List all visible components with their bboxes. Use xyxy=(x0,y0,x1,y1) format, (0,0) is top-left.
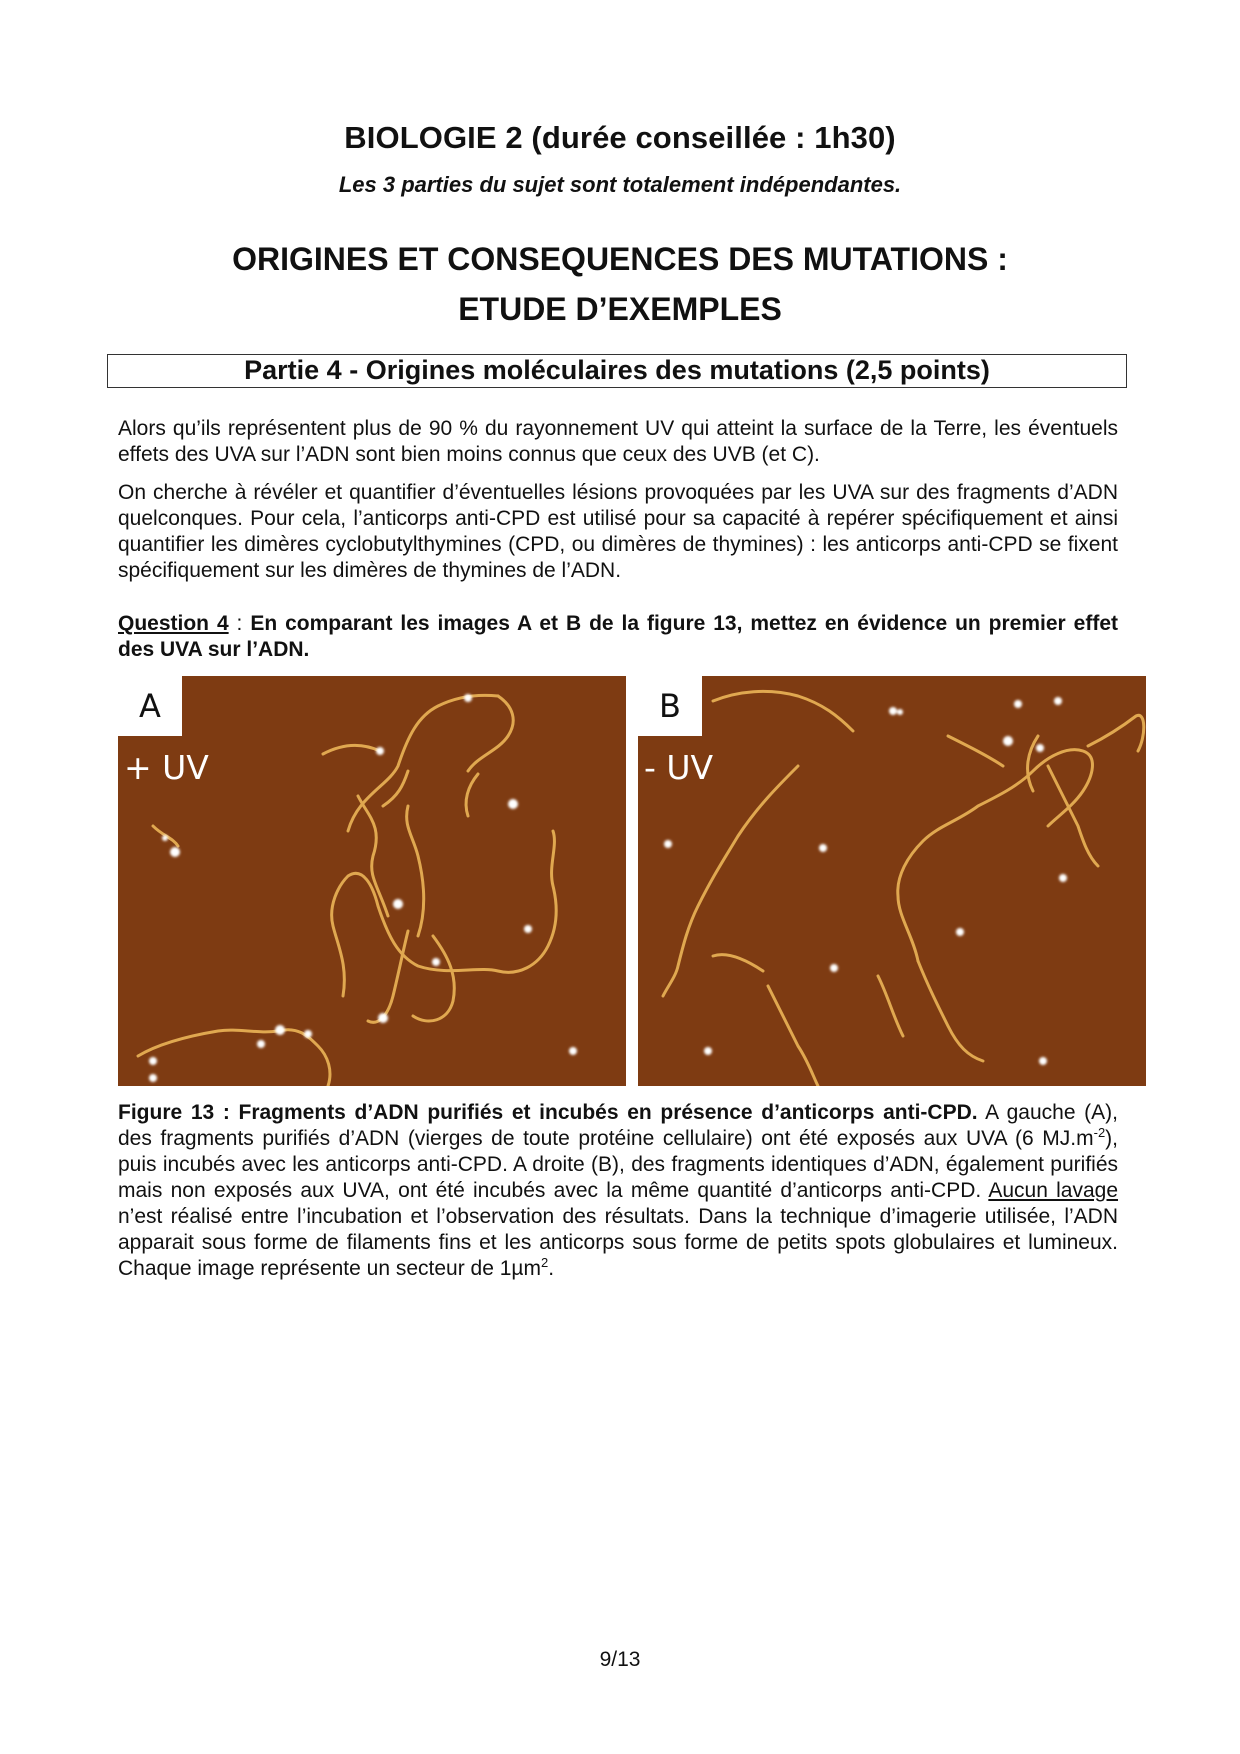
part-heading: Partie 4 - Origines moléculaires des mutations (2,5 points) xyxy=(107,354,1127,388)
caption-sup-1: -2 xyxy=(1093,1125,1106,1140)
panel-a-afm-image xyxy=(118,676,626,1086)
figure-13 xyxy=(118,676,1146,1086)
caption-underlined: Aucun lavage xyxy=(988,1179,1119,1202)
panel-b-letter: B xyxy=(638,676,702,736)
exam-title: BIOLOGIE 2 (durée conseillée : 1h30) xyxy=(344,120,896,155)
panel-a-uv-label: + UV xyxy=(124,748,209,787)
panel-b-image xyxy=(638,676,1146,1086)
panel-a-letter: A xyxy=(118,676,182,736)
question-separator: : xyxy=(228,612,251,635)
page-number: 9/13 xyxy=(599,1648,641,1671)
panel-a-image xyxy=(118,676,626,1086)
panel-b-background xyxy=(638,676,1146,1086)
caption-sup-2: 2 xyxy=(541,1255,549,1270)
main-title xyxy=(0,234,1240,334)
panel-b-afm-image xyxy=(638,676,1146,1086)
caption-text-4: . xyxy=(548,1257,555,1280)
panel-a-background xyxy=(118,676,626,1086)
caption-text-3: n’est réalisé entre l’incubation et l’observation des résultats. Dans la technique d’imagerie utilisée, l’ADN apparait sous forme de filaments fins et les anticorps sous forme de petits spots globulaires et lumineux. Chaque image représente un secteur de 1µm xyxy=(118,1205,1118,1280)
main-title-line-2: ETUDE D’EXEMPLES xyxy=(458,291,782,327)
caption-title: Figure 13 : Fragments d’ADN purifiés et incubés en présence d’anticorps anti-CPD. xyxy=(118,1101,978,1124)
exam-subtitle: Les 3 parties du sujet sont totalement indépendantes. xyxy=(338,172,902,197)
figure-13-caption xyxy=(118,1100,1118,1282)
main-title-line-1: ORIGINES ET CONSEQUENCES DES MUTATIONS : xyxy=(232,241,1008,277)
caption-text-2: ), puis incubés avec les anticorps anti-CPD. A droite (B), des fragments identiques d’ADN, également purifiés mais non exposés aux UVA, ont été incubés avec la même quantité d’anticorps anti-CPD. xyxy=(118,1127,1118,1202)
caption-text-1: A gauche (A), des fragments purifiés d’ADN (vierges de toute protéine cellulaire) ont été exposés aux UVA (6 MJ.m xyxy=(118,1101,1118,1150)
intro-paragraph-1: Alors qu’ils représentent plus de 90 % du rayonnement UV qui atteint la surface de la Terre, les éventuels effets des UVA sur l’ADN sont bien moins connus que ceux des UVB (et C). xyxy=(118,417,1118,466)
intro-paragraph-2: On cherche à révéler et quantifier d’éventuelles lésions provoquées par les UVA sur des fragments d’ADN quelconques. Pour cela, l’anticorps anti-CPD est utilisé pour sa capacité à repérer spécifiquement et ainsi quantifier les dimères cyclobutylthymines (CPD, ou dimères de thymines) : les anticorps anti-CPD se fixent spécifiquement sur les dimères de thymines de l’ADN. xyxy=(118,481,1118,582)
question-text: En comparant les images A et B de la figure 13, mettez en évidence un premier effet des UVA sur l’ADN. xyxy=(118,612,1118,661)
panel-b-uv-label: - UV xyxy=(644,748,714,787)
question-label: Question 4 xyxy=(118,612,229,635)
question-4 xyxy=(118,611,1118,663)
